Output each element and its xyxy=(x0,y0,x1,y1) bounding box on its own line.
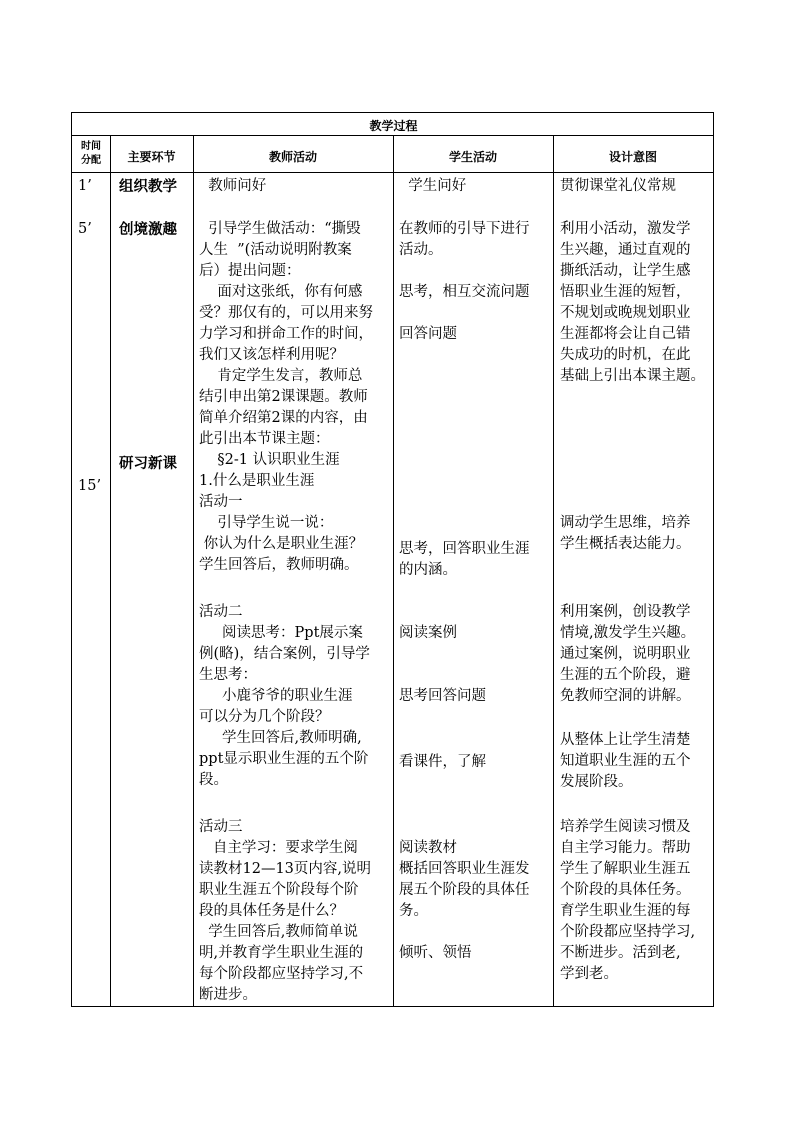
text-line: 读教材12—13页内容,说明 xyxy=(199,861,372,877)
text-line: 受？那仅有的，可以用来努 xyxy=(199,305,373,321)
text-line: 在教师的引导下进行 xyxy=(399,221,530,237)
text-line: 面对这张纸，你有何感 xyxy=(199,284,363,300)
intent-block-b xyxy=(560,219,705,387)
text-line: 简单介绍第2课的内容，由 xyxy=(199,410,368,426)
text-line: 情境,激发学生兴趣。 xyxy=(560,625,696,641)
text-line: 阅读思考：Ppt展示案 xyxy=(199,625,363,641)
stage-organize: 组织教学 xyxy=(119,178,177,195)
text-line: 小鹿爷爷的职业生涯 xyxy=(199,688,353,704)
stage-engage: 创境激趣 xyxy=(119,221,177,238)
student-block-a xyxy=(399,219,530,261)
text-line: 肯定学生发言，教师总 xyxy=(199,368,363,384)
text-line: 个阶段的具体任务。 xyxy=(560,882,691,898)
text-line: 育学生职业生涯的每 xyxy=(560,903,691,919)
text-line: 培养学生阅读习惯及 xyxy=(560,819,691,835)
header-time-line2: 分配 xyxy=(81,155,101,166)
text-line: 生涯的五个阶段，避 xyxy=(560,667,691,683)
text-line: 务。 xyxy=(399,903,428,919)
student-i: 倾听、领悟 xyxy=(399,945,472,961)
header-time xyxy=(72,140,110,168)
text-line: 概括回答职业生涯发 xyxy=(399,861,530,877)
text-line: 阅读教材 xyxy=(399,840,457,856)
text-line: 从整体上让学生清楚 xyxy=(560,732,691,748)
text-line: 活动三 xyxy=(199,819,243,835)
student-f: 思考回答问题 xyxy=(399,688,486,704)
text-line: 个阶段都应坚持学习, xyxy=(560,924,696,940)
header-stage: 主要环节 xyxy=(127,150,176,164)
text-line: 引导学生说一说： xyxy=(199,515,334,531)
intent-block-c xyxy=(560,513,691,555)
col-divider xyxy=(553,135,554,1007)
text-line: 学生概括表达能力。 xyxy=(560,536,691,552)
text-line: 不规划或晚规划职业 xyxy=(560,305,691,321)
text-line: 断进步。 xyxy=(199,987,257,1003)
table-title: 教学过程 xyxy=(369,119,418,133)
intent-block-d xyxy=(560,602,695,707)
text-line: 引导学生做活动：“撕毁 xyxy=(199,221,361,237)
text-line: ppt显示职业生涯的五个阶 xyxy=(199,751,369,767)
text-line: 基础上引出本课主题。 xyxy=(560,368,705,384)
header-time-line1: 时间 xyxy=(81,141,101,152)
col-divider xyxy=(110,135,111,1007)
text-line: 思考，回答职业生涯 xyxy=(399,541,530,557)
student-block-h xyxy=(399,838,530,922)
text-line: 学生了解职业生涯五 xyxy=(560,861,691,877)
text-line: 学到老。 xyxy=(560,966,618,982)
student-g: 看课件，了解 xyxy=(399,754,486,770)
teacher-activity2-block xyxy=(199,602,370,791)
text-line: 免教师空洞的讲解。 xyxy=(560,688,691,704)
text-line: 悟职业生涯的短暂， xyxy=(560,284,691,300)
text-line: 生涯都将会让自己错 xyxy=(560,326,691,342)
text-line: 人生 ”(活动说明附教案 xyxy=(199,242,352,258)
text-line: 活动一 xyxy=(199,494,243,510)
text-line: 我们又该怎样利用呢？ xyxy=(199,347,344,363)
intent-a: 贯彻课堂礼仪常规 xyxy=(560,178,676,194)
text-line: 活动。 xyxy=(399,242,443,258)
time-1: 1’ xyxy=(78,178,92,194)
text-line: 段。 xyxy=(199,772,228,788)
text-line: 发展阶段。 xyxy=(560,774,633,790)
teacher-greet: 教师问好 xyxy=(199,178,267,194)
text-line: 展五个阶段的具体任 xyxy=(399,882,530,898)
teacher-intro-block xyxy=(199,219,373,576)
text-line: 力学习和拼命工作的时间， xyxy=(199,326,373,342)
text-line: §2-1 认识职业生涯 xyxy=(199,452,340,468)
text-line: 利用案例，创设教学 xyxy=(560,604,691,620)
text-line: 段的具体任务是什么？ xyxy=(199,903,344,919)
text-line: 学生回答后，教师明确。 xyxy=(199,557,359,573)
text-line: 生兴趣，通过直观的 xyxy=(560,242,691,258)
text-line: 自主学习：要求学生阅 xyxy=(199,840,358,856)
text-line: 每个阶段都应坚持学习,不 xyxy=(199,966,364,982)
text-line: 明,并教育学生职业生涯的 xyxy=(199,945,364,961)
text-line: 撕纸活动，让学生感 xyxy=(560,263,691,279)
student-c: 回答问题 xyxy=(399,326,457,342)
student-greet: 学生问好 xyxy=(399,178,467,194)
text-line: 可以分为几个阶段？ xyxy=(199,709,330,725)
time-3: 15’ xyxy=(78,478,102,494)
text-line: 调动学生思维，培养 xyxy=(560,515,691,531)
text-line: 自主学习能力。帮助 xyxy=(560,840,691,856)
stage-new-lesson: 研习新课 xyxy=(119,455,177,472)
teaching-process-table xyxy=(71,112,714,1007)
header-intent: 设计意图 xyxy=(608,150,657,164)
text-line: 失成功的时机，在此 xyxy=(560,347,691,363)
text-line: 不断进步。活到老, xyxy=(560,945,681,961)
text-line: 通过案例，说明职业 xyxy=(560,646,691,662)
text-line: 结引申出第2课课题。教师 xyxy=(199,389,368,405)
text-line: 利用小活动，激发学 xyxy=(560,221,691,237)
text-line: 学生回答后,教师简单说 xyxy=(199,924,358,940)
text-line: 后）提出问题： xyxy=(199,263,301,279)
teacher-activity3-block xyxy=(199,817,371,1006)
student-b: 思考，相互交流问题 xyxy=(399,284,530,300)
col-divider xyxy=(193,135,194,1007)
intent-block-e xyxy=(560,730,691,793)
time-2: 5’ xyxy=(78,221,92,237)
student-block-d xyxy=(399,539,530,581)
text-line: 1.什么是职业生涯 xyxy=(199,473,315,489)
intent-block-f xyxy=(560,817,695,985)
text-line: 你认为什么是职业生涯？ xyxy=(199,536,364,552)
text-line: 例(略)，结合案例，引导学 xyxy=(199,646,370,662)
header-student: 学生活动 xyxy=(448,150,497,164)
student-e: 阅读案例 xyxy=(399,625,457,641)
text-line: 活动二 xyxy=(199,604,243,620)
text-line: 职业生涯五个阶段每个阶 xyxy=(199,882,359,898)
text-line: 学生回答后,教师明确, xyxy=(199,730,362,746)
text-line: 的内涵。 xyxy=(399,562,457,578)
col-divider xyxy=(393,135,394,1007)
text-line: 此引出本节课主题： xyxy=(199,431,330,447)
text-line: 知道职业生涯的五个 xyxy=(560,753,691,769)
text-line: 生思考： xyxy=(199,667,257,683)
header-teacher: 教师活动 xyxy=(268,150,317,164)
